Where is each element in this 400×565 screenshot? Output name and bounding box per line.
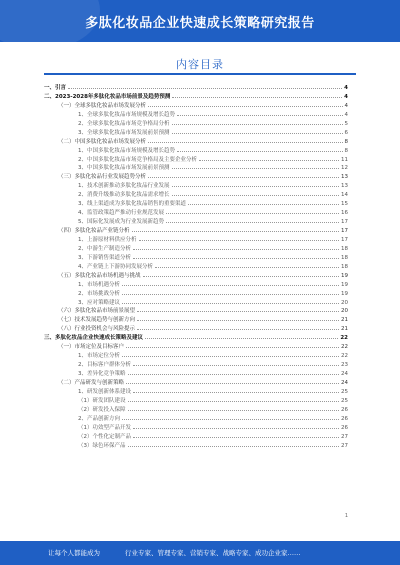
toc-heading: 内容目录	[176, 58, 224, 71]
toc-entry-page: 20	[341, 308, 348, 315]
toc-entry[interactable]	[44, 281, 348, 290]
toc-entry[interactable]	[44, 200, 348, 209]
toc-leader-dots	[148, 102, 342, 107]
toc-entry[interactable]	[44, 164, 348, 173]
toc-entry-label: 1、中国多肽化妆品市场规模及增长趋势	[78, 147, 176, 154]
toc-entry-page: 26	[341, 424, 348, 431]
toc-leader-dots	[137, 316, 339, 321]
toc-entry[interactable]	[44, 299, 348, 308]
toc-leader-dots	[145, 334, 338, 339]
toc-leader-dots	[166, 218, 339, 223]
toc-entry-page: 4	[344, 111, 348, 118]
toc-entry-label: （六）多肽化妆品市场前景展望	[58, 308, 136, 315]
toc-leader-dots	[126, 379, 339, 384]
toc-leader-dots	[133, 361, 339, 366]
toc-leader-dots	[155, 263, 339, 268]
toc-entry[interactable]	[44, 156, 348, 165]
toc-entry-page: 14	[341, 192, 348, 199]
toc-entry[interactable]	[44, 316, 348, 325]
toc-entry-page: 13	[341, 183, 348, 190]
toc-leader-dots	[199, 156, 339, 161]
toc-entry[interactable]	[44, 406, 348, 415]
toc-entry[interactable]	[44, 334, 348, 343]
toc-entry-page: 18	[341, 263, 348, 270]
toc-entry-page: 19	[341, 290, 348, 297]
toc-leader-dots	[68, 84, 342, 89]
toc-entry-page: 21	[341, 326, 348, 333]
toc-entry-label: 3、线上渠道成为多肽化妆品销售的重要渠道	[78, 201, 187, 208]
toc-entry[interactable]	[44, 93, 348, 102]
toc-entry-page: 24	[341, 371, 348, 377]
toc-entry-label: （五）多肽化妆品市场机遇与挑战	[58, 272, 141, 279]
toc-leader-dots	[177, 111, 342, 116]
toc-entry[interactable]	[44, 397, 348, 406]
toc-entry-label: 2、中游生产制造分析	[78, 245, 131, 252]
toc-entry[interactable]	[44, 307, 348, 316]
toc-entry-page: 24	[341, 379, 348, 386]
report-header	[0, 0, 400, 42]
table-of-contents	[44, 84, 348, 450]
toc-entry-label: 3、应对策略建议	[78, 299, 120, 306]
footer-banner	[0, 541, 400, 565]
toc-entry-page: 22	[341, 344, 348, 351]
toc-entry-label: 1、市场定位分析	[78, 353, 120, 360]
toc-entry-page: 25	[341, 397, 348, 404]
toc-leader-dots	[122, 299, 339, 304]
toc-leader-dots	[133, 254, 339, 259]
toc-entry[interactable]	[44, 182, 348, 191]
toc-entry[interactable]	[44, 352, 348, 361]
toc-entry[interactable]	[44, 379, 348, 388]
toc-leader-dots	[122, 290, 339, 295]
toc-entry-label: 4、产业链上下游协同发展分析	[78, 263, 154, 270]
toc-entry-label: （四）多肽化妆品产业链分析	[58, 228, 130, 234]
toc-entry[interactable]	[44, 370, 348, 379]
toc-leader-dots	[128, 442, 340, 447]
toc-entry-page: 15	[341, 201, 348, 208]
toc-entry-page: 5	[344, 120, 348, 127]
toc-leader-dots	[139, 236, 339, 241]
toc-entry-label: 三、多肽化妆品企业快速成长策略及建议	[44, 335, 144, 342]
toc-leader-dots	[177, 147, 342, 152]
toc-entry-label: （1）研发团队建设	[78, 397, 126, 404]
toc-entry-label: 3、中国多肽化妆品市场发展前景预测	[78, 165, 170, 172]
toc-entry-label: 3、差异化竞争策略	[78, 371, 126, 377]
toc-entry-label: 2、产品创新方向	[78, 415, 120, 422]
toc-divider	[44, 73, 356, 75]
toc-entry[interactable]	[44, 343, 348, 352]
toc-entry-label: 1、全球多肽化妆品市场规模及增长趋势	[78, 111, 176, 118]
toc-leader-dots	[172, 120, 343, 125]
toc-entry-page: 11	[341, 156, 348, 163]
toc-entry[interactable]	[44, 254, 348, 263]
toc-leader-dots	[137, 325, 339, 330]
toc-entry-label: （1）功效型产品开发	[78, 424, 131, 431]
toc-entry-page: 19	[341, 272, 348, 279]
footer-slogan: 让每个人都能成为	[48, 549, 100, 557]
toc-leader-dots	[133, 424, 339, 429]
toc-entry[interactable]	[44, 361, 348, 370]
toc-entry-page: 22	[340, 335, 348, 342]
toc-entry-label: 1、上游原材料供应分析	[78, 236, 137, 243]
toc-leader-dots	[133, 433, 339, 438]
toc-entry[interactable]	[44, 263, 348, 272]
toc-leader-dots	[148, 138, 342, 143]
toc-entry[interactable]	[44, 102, 348, 111]
toc-entry-label: 1、研发创新体系建设	[78, 388, 131, 395]
toc-leader-dots	[122, 281, 339, 286]
toc-leader-dots	[128, 370, 340, 375]
toc-leader-dots	[148, 173, 339, 178]
toc-leader-dots	[172, 129, 343, 134]
toc-leader-dots	[126, 343, 339, 348]
toc-entry[interactable]	[44, 245, 348, 254]
toc-entry[interactable]	[44, 120, 348, 129]
toc-entry-label: 1、市场机遇分析	[78, 281, 120, 288]
footer-roles: 行业专家、管理专家、营销专家、战略专家、成功企业家……	[125, 549, 301, 557]
toc-entry-page: 17	[341, 219, 348, 226]
toc-entry-label: 2、中国多肽化妆品市场竞争格局及主要企业分析	[78, 156, 198, 163]
toc-entry-label: 2、全球多肽化妆品市场竞争格局分析	[78, 120, 170, 127]
toc-leader-dots	[128, 406, 340, 411]
toc-leader-dots	[143, 272, 339, 277]
toc-entry-label: （2）个性化定制产品	[78, 433, 131, 440]
toc-entry[interactable]	[44, 442, 348, 451]
toc-leader-dots	[172, 182, 339, 187]
toc-entry[interactable]	[44, 209, 348, 218]
toc-leader-dots	[128, 397, 340, 402]
toc-entry[interactable]	[44, 325, 348, 334]
toc-leader-dots	[122, 352, 339, 357]
toc-entry-page: 27	[341, 433, 348, 440]
toc-entry-label: 2、市场挑战分析	[78, 290, 120, 297]
toc-entry[interactable]	[44, 138, 348, 147]
toc-leader-dots	[188, 200, 339, 205]
toc-entry-page: 18	[341, 254, 348, 261]
toc-entry[interactable]	[44, 84, 348, 93]
toc-entry-page: 26	[341, 415, 348, 422]
toc-entry-label: 2、目标客户群体分析	[78, 362, 131, 369]
toc-leader-dots	[133, 245, 339, 250]
toc-entry[interactable]	[44, 290, 348, 299]
toc-entry[interactable]	[44, 173, 348, 182]
toc-leader-dots	[172, 164, 339, 169]
toc-entry-label: （三）多肽化妆品行业发展趋势分析	[58, 174, 147, 181]
report-title: 多肽化妆品企业快速成长策略研究报告	[85, 16, 315, 31]
toc-entry[interactable]	[44, 129, 348, 138]
toc-entry-label: 5、国际化发展成为行业发展新趋势	[78, 219, 165, 226]
toc-leader-dots	[166, 209, 339, 214]
toc-entry[interactable]	[44, 236, 348, 245]
toc-entry-page: 18	[341, 245, 348, 252]
toc-entry[interactable]	[44, 415, 348, 424]
toc-leader-dots	[132, 227, 339, 232]
toc-entry-page: 6	[344, 129, 348, 136]
toc-entry-page: 8	[344, 147, 348, 154]
toc-entry-page: 21	[341, 317, 348, 324]
toc-entry-label: （二）中国多肽化妆品市场发展分析	[58, 138, 147, 145]
toc-entry-label: （3）绿色环保产品	[78, 442, 126, 449]
toc-leader-dots	[133, 388, 339, 393]
toc-entry-page: 26	[341, 406, 348, 413]
toc-entry[interactable]	[44, 227, 348, 236]
toc-entry-page: 27	[341, 442, 348, 449]
toc-entry-label: （七）技术发展趋势与创新方向	[58, 317, 136, 324]
toc-leader-dots	[137, 307, 339, 312]
toc-entry-label: 二、2023-2028年多肽化妆品市场前景及趋势预测	[44, 93, 171, 100]
toc-entry-label: 3、下游销售渠道分析	[78, 254, 131, 261]
toc-entry-page: 13	[341, 174, 348, 181]
toc-entry[interactable]	[44, 111, 348, 120]
toc-entry-page: 17	[341, 228, 348, 234]
toc-leader-dots	[172, 191, 339, 196]
toc-entry-page: 19	[341, 281, 348, 288]
toc-entry-label: （二）产品研发与创新策略	[58, 379, 125, 386]
toc-entry-label: （一）市场定位及目标客户	[58, 344, 125, 351]
toc-entry-page: 8	[344, 138, 348, 145]
toc-leader-dots	[122, 415, 339, 420]
toc-entry-label: 3、全球多肽化妆品市场发展前景预测	[78, 129, 170, 136]
toc-entry[interactable]	[44, 191, 348, 200]
toc-entry-page: 4	[344, 102, 348, 109]
toc-entry-page: 23	[341, 362, 348, 369]
toc-entry-page: 12	[341, 165, 348, 172]
toc-entry-page: 4	[344, 93, 348, 100]
toc-entry[interactable]	[44, 424, 348, 433]
toc-entry-page: 25	[341, 388, 348, 395]
toc-entry-label: （2）研发投入保障	[78, 406, 126, 413]
toc-entry-label: 1、技术创新推动多肽化妆品行业发展	[78, 183, 170, 190]
toc-entry-label: 一、引言	[44, 85, 67, 91]
toc-entry-page: 17	[341, 236, 348, 243]
toc-entry[interactable]	[44, 388, 348, 397]
toc-entry-page: 4	[344, 85, 348, 91]
page-number: 1	[344, 513, 348, 519]
toc-entry[interactable]	[44, 218, 348, 227]
toc-entry-label: （一）全球多肽化妆品市场发展分析	[58, 102, 147, 109]
toc-entry-label: （八）行业投资机会与风险提示	[58, 326, 136, 333]
toc-entry-label: 2、消费升级推动多肽化妆品需求增长	[78, 192, 170, 199]
toc-entry-page: 16	[341, 210, 348, 217]
toc-entry-page: 20	[341, 299, 348, 306]
toc-leader-dots	[172, 93, 342, 98]
toc-entry-label: 4、监管政策趋严推动行业规范发展	[78, 210, 165, 217]
toc-entry[interactable]	[44, 147, 348, 156]
toc-entry[interactable]	[44, 433, 348, 442]
toc-entry-page: 22	[341, 353, 348, 360]
toc-entry[interactable]	[44, 272, 348, 281]
